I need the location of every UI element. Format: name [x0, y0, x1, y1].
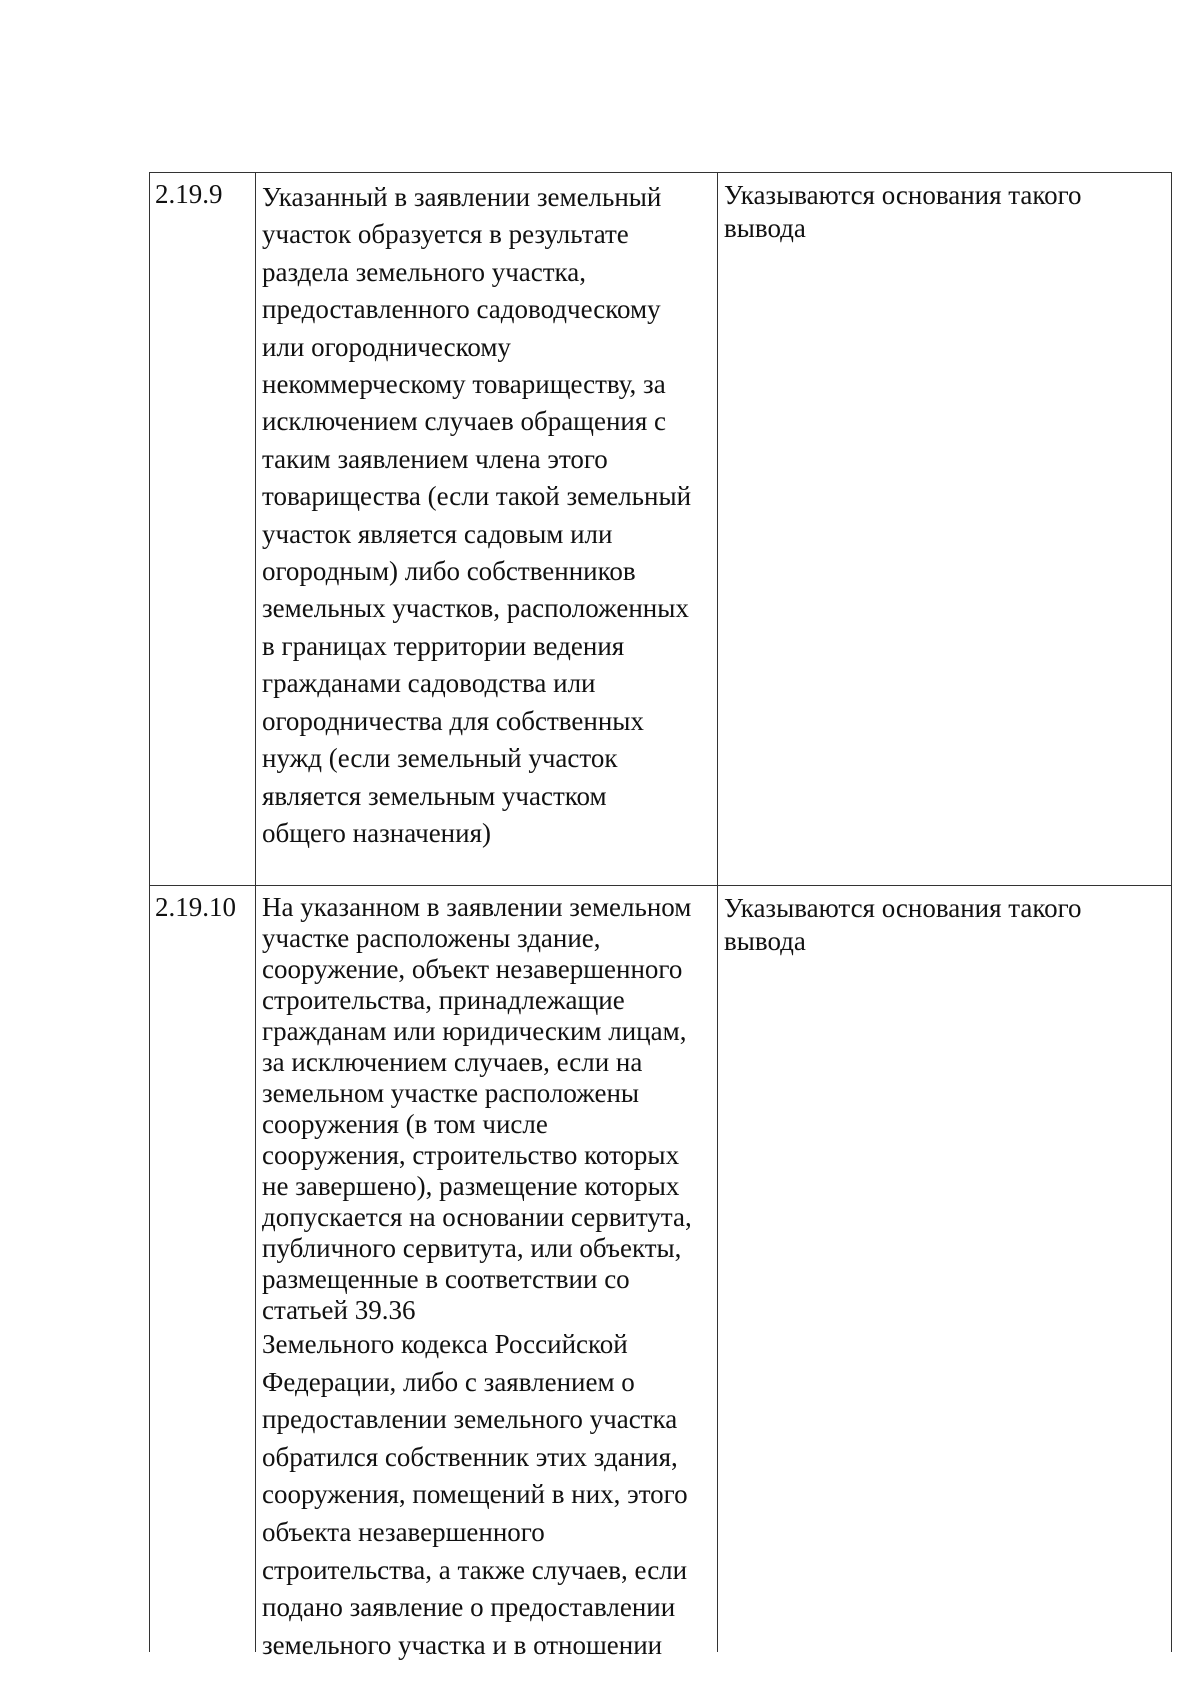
row-description-part-1: На указанном в заявлении земельном участке расположены здание, сооружение, объект незавершенного строительства, принадлежащие гражданам или юридическим лицам, за исключением случаев, если на земельном участке расположены сооружения (в том числе сооружения, строительство которых не завершено), размещение которых допускается на основании сервитута, публичного сервитута, или объекты, размещенные в соответствии со статьей 39.36	[262, 892, 692, 1325]
row-description: Указанный в заявлении земельный участок образуется в результате раздела земельного участка, предоставленного садоводческому или огородническому некоммерческому товариществу, за исключением случаев обращения с таким заявлением члена этого товарищества (если такой земельный участок является садовым или огородным) либо собственников земельных участков, расположенных в границах территории ведения гражданами садоводства или огородничества для собственных нужд (если земельный участок является земельным участком общего назначения)	[256, 173, 718, 885]
table-row	[150, 886, 1171, 1660]
row-number: 2.19.10	[150, 886, 256, 1652]
grounds-table	[149, 172, 1172, 1660]
row-number: 2.19.9	[150, 173, 256, 885]
row-description	[256, 886, 718, 1660]
table-row	[150, 173, 1171, 886]
row-description-part-2: Земельного кодекса Российской Федерации, либо с заявлением о предоставлении земельного участка обратился собственник этих здания, сооружения, помещений в них, этого объекта незавершенного строительства, а также случаев, если подано заявление о предоставлении земельного участка и в отношении	[262, 1329, 688, 1660]
row-note: Указываются основания такого вывода	[724, 893, 1082, 956]
row-note: Указываются основания такого вывода	[724, 180, 1082, 243]
